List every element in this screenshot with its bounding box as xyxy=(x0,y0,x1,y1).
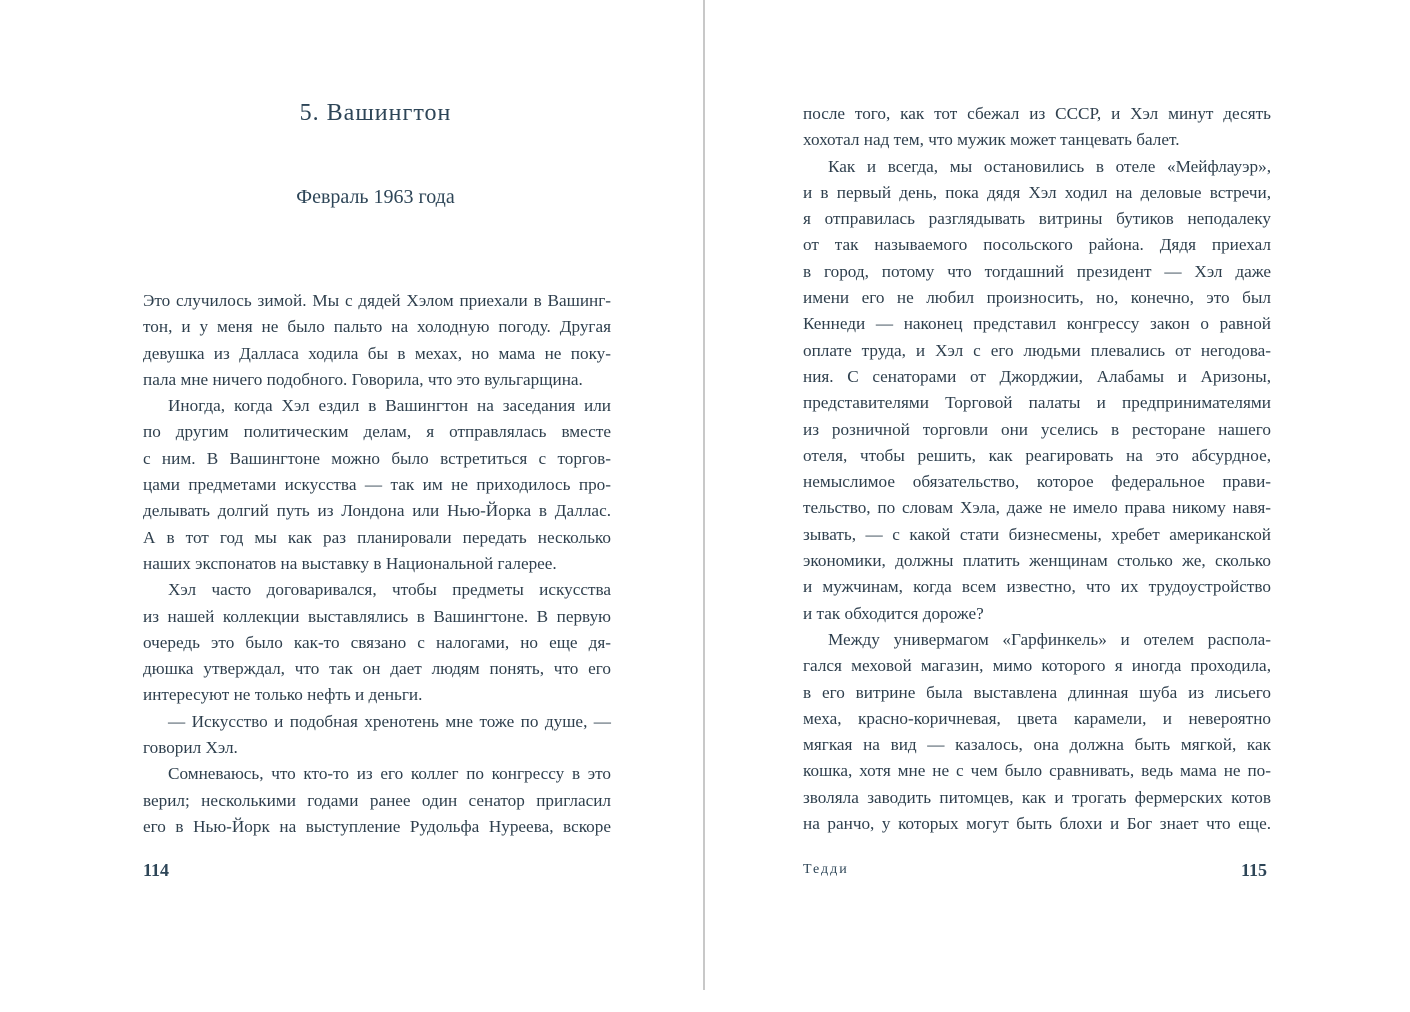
page-number: 114 xyxy=(143,860,170,880)
text-line: от так называемого посольского района. Дядя приехал xyxy=(803,235,1271,255)
text-line: и мужчинам, когда всем известно, что их трудоустройство xyxy=(803,577,1271,597)
text-line: интересуют не только нефть и деньги. xyxy=(143,685,423,705)
text-line: делывать долгий путь из Лондона или Нью-Йорка в Даллас. xyxy=(143,501,611,521)
text-line: А в тот год мы как раз планировали передать несколько xyxy=(143,527,611,547)
text-line: из нашей коллекции выставлялись в Вашингтоне. В первую xyxy=(143,606,611,626)
text-line: Между универмагом «Гарфинкель» и отелем распола- xyxy=(828,629,1271,649)
left-page-body xyxy=(143,288,611,840)
text-line: тельство, по словам Хэла, даже не имело права никому навя- xyxy=(803,498,1271,518)
text-line: Как и всегда, мы остановились в отеле «Мейфлауэр», xyxy=(828,156,1271,176)
text-line: по другим политическим делам, я отправлялась вместе xyxy=(143,422,611,442)
running-head: Тедди xyxy=(803,862,849,877)
text-line: хохотал над тем, что мужик может танцевать балет. xyxy=(803,130,1180,150)
text-line: Иногда, когда Хэл ездил в Вашингтон на заседания или xyxy=(168,396,611,416)
text-line: девушка из Далласа ходила бы в мехах, но мама не поку- xyxy=(143,343,611,363)
left-page xyxy=(0,0,704,1012)
text-line: на ранчо, у которых могут быть блохи и Бог знает что еще. xyxy=(803,814,1271,834)
text-line: экономики, должны платить женщинам столько же, сколько xyxy=(803,551,1271,571)
chapter-date: Февраль 1963 года xyxy=(296,186,455,208)
text-line: мягкая на вид — казалось, она должна быть мягкой, как xyxy=(803,735,1271,755)
text-line: очередь это было как-то связано с налогами, но еще дя- xyxy=(143,632,611,652)
text-line: оплате труда, и Хэл с его людьми плевались от негодова- xyxy=(803,340,1271,360)
text-line: в город, потому что тогдашний президент — Хэл даже xyxy=(803,261,1271,281)
text-line: цами предметами искусства — так им не приходилось про- xyxy=(143,475,611,495)
text-line: — Искусство и подобная хренотень мне тоже по душе, — xyxy=(168,711,611,731)
text-line: тон, и у меня не было пальто на холодную погоду. Другая xyxy=(143,317,611,337)
text-line: Кеннеди — наконец представил конгрессу закон о равной xyxy=(803,314,1271,334)
text-line: Сомневаюсь, что кто-то из его коллег по конгрессу в это xyxy=(168,764,611,784)
text-line: говорил Хэл. xyxy=(143,738,238,758)
text-line: наших экспонатов на выставку в Национальной галерее. xyxy=(143,553,557,573)
text-line: Хэл часто договаривался, чтобы предметы искусства xyxy=(168,580,611,600)
text-line: зывать, — с какой стати бизнесмены, хребет американской xyxy=(803,524,1271,544)
text-line: гался меховой магазин, мимо которого я иногда проходила, xyxy=(803,656,1271,676)
chapter-title: 5. Вашингтон xyxy=(299,100,452,126)
text-line: кошка, хотя мне не с чем было сравнивать, ведь мама не по- xyxy=(803,761,1271,781)
text-line: представителями Торговой палаты и предпринимателями xyxy=(803,393,1271,413)
book-spine-divider xyxy=(703,0,705,990)
right-page-body xyxy=(803,101,1271,837)
text-line: я отправилась разглядывать витрины бутиков неподалеку xyxy=(803,209,1271,229)
text-line: отеля, чтобы решить, как реагировать на это абсурдное, xyxy=(803,445,1271,465)
text-line: и в первый день, пока дядя Хэл ходил на деловые встречи, xyxy=(803,182,1271,202)
text-line: и так обходится дороже? xyxy=(803,603,984,623)
text-line: верил; несколькими годами ранее один сенатор пригласил xyxy=(143,790,611,810)
text-line: дюшка утверждал, что так он дает людям понять, что его xyxy=(143,659,611,679)
text-line: Это случилось зимой. Мы с дядей Хэлом приехали в Вашинг- xyxy=(143,291,611,310)
text-line: с ним. В Вашингтоне можно было встретиться с торгов- xyxy=(143,448,611,468)
right-page xyxy=(706,0,1410,1012)
text-line: из розничной торговли они уселись в ресторане нашего xyxy=(803,419,1271,439)
text-line: после того, как тот сбежал из СССР, и Хэл минут десять xyxy=(803,104,1271,123)
text-line: ния. С сенаторами от Джорджии, Алабамы и Аризоны, xyxy=(803,366,1271,386)
text-line: его в Нью-Йорк на выступление Рудольфа Нуреева, вскоре xyxy=(143,816,611,836)
page-number: 115 xyxy=(1241,860,1268,880)
text-line: в его витрине была выставлена длинная шуба из лисьего xyxy=(803,682,1271,702)
text-line: зволяла заводить питомцев, как и трогать фермерских котов xyxy=(803,787,1271,807)
text-line: немыслимое обязательство, которое федеральное прави- xyxy=(803,472,1271,492)
text-line: пала мне ничего подобного. Говорила, что это вульгарщина. xyxy=(143,369,583,389)
text-line: имени его не любил произносить, но, конечно, это был xyxy=(803,288,1271,308)
text-line: меха, красно-коричневая, цвета карамели, и невероятно xyxy=(803,708,1271,728)
